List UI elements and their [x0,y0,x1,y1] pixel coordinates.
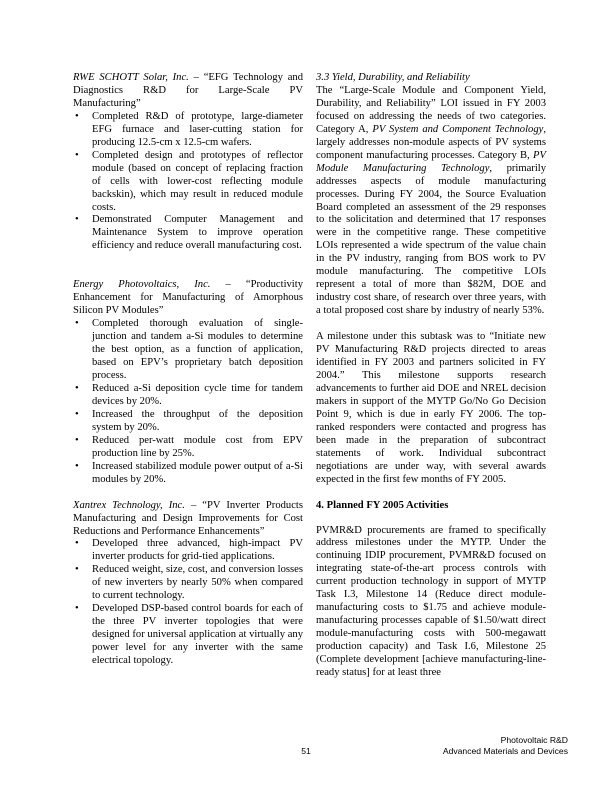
page-number: 51 [301,746,311,756]
spacer [73,253,303,266]
paragraph-loi: The “Large-Scale Module and Component Yield, Durability, and Reliability” LOI issued in FY 2003 focused on addressing the needs of two categories. Category A, PV System and Component Technology, largely addresses non-module aspects of PV systems component manufacturing processes. Category B, PV Module Manufacturing Technology, primarily addresses aspects of module manufacturing processes. During FY 2004, the Source Evaluation Board completed an assessment of the 29 responses to the solicitation and determined that 17 responses were in the competitive range. These competitive LOIs represented a wide spectrum of the value chain in the PV industry, ranging from BOS work to PV module manufacturing. The competitive LOIs represent a total of more than $82M, DOE and industry cost share, of research over three years, with a total proposed cost share by industry of nearly 53%. [316,84,547,317]
list-item: • Developed DSP-based control boards for each of the three PV inverter topologies that were designed for universal application at virtually any power level for any inverter with the same electrical topology. [75,603,303,667]
list-item: • Completed R&D of prototype, large-diameter EFG furnace and laser-cutting station for producing 12.5-cm x 12.5-cm wafers. [75,110,303,148]
bullet-icon: • [75,538,79,550]
spacer [316,487,546,500]
spacer [73,266,303,279]
spacer [316,513,546,525]
bullet-icon: • [75,434,79,446]
rwe-company: RWE SCHOTT Solar, Inc. [73,72,189,83]
epv-bullet-list [73,318,303,486]
footer-line-2: Advanced Materials and Devices [442,746,568,756]
bullet-icon: • [75,408,79,420]
paragraph-planned: PVMR&D procurements are framed to specifically address milestones under the MYTP. Under the continuing IDIP procurement, PVMR&D focused on integrating state-of-the-art process controls with current production technology in support of MYTP Task I.3, Milestone 14 (Reduce direct module-manufacturing costs to $1.75 and achieve module-manufacturing processes capable of $1.50/watt direct module-manufacturing costs with 500-megawatt production capacity) and Task I.6, Milestone 25 (Complete development [achieve manufacturing-line-ready status] for at least three [316,524,546,678]
list-item: • Reduced per-watt module cost from EPV production line by 25%. [75,434,303,459]
epv-title: – “Productivity Enhancement for Manufacturing of Amorphous Silicon PV Modules” [73,279,303,317]
left-column [73,72,303,668]
xantrex-title: – “PV Inverter Products Manufacturing and Design Improvements for Cost Reductions and Performance Enhancements” [73,499,303,537]
list-item: • Increased the throughput of the deposition system by 20%. [75,408,303,433]
bullet-icon: • [75,460,79,472]
spacer [316,318,546,331]
bullet-icon: • [75,318,79,330]
list-item: • Developed three advanced, high-impact PV inverter products for grid-tied applications. [75,538,303,563]
bullet-icon: • [75,149,79,161]
epv-heading [73,279,303,318]
bullet-icon: • [75,603,79,615]
paragraph-milestone: A milestone under this subtask was to “Initiate new PV Manufacturing R&D projects directed to areas identified in FY 2003 and partners solicited in FY 2004.” This milestone supports research advancements to further aid DOE and NREL decision makers in support of the MYTP Go/No Go Decision Point 9, which is due in early FY 2006. The top-ranked responders were contacted and progress has been made in the preparation of subcontract statements of work. Individual subcontract negotiations are under way, with several awards expected in the first few months of FY 2005. [316,331,546,485]
subsection-heading: 3.3 Yield, Durability, and Reliability [316,72,470,83]
rwe-heading [73,72,303,111]
xantrex-heading [73,500,303,539]
list-item: • Demonstrated Computer Management and Maintenance System to improve operation efficiency and reduce overall manufacturing cost. [75,214,303,252]
bullet-icon: • [75,564,79,576]
list-item: • Completed thorough evaluation of single-junction and tandem a-Si modules to determine the best option, as a function of application, based on EPV’s proprietary batch deposition process. [75,318,303,382]
footer-line-1: Photovoltaic R&D [500,735,568,745]
list-item: • Reduced weight, size, cost, and conversion losses of new inverters by nearly 50% when compared to current technology. [75,564,303,602]
bullet-icon: • [75,214,79,226]
epv-company: Energy Photovoltaics, Inc. [73,279,211,291]
bullet-icon: • [75,110,79,122]
section-heading: 4. Planned FY 2005 Activities [316,499,449,511]
list-item: • Reduced a-Si deposition cycle time for tandem devices by 20%. [75,382,303,407]
list-item: • Completed design and prototypes of reflector module (based on concept of replacing fraction of cells with lower-cost reflecting module backskin), which may result in reduced module costs. [75,149,303,213]
rwe-title: – “EFG Technology and Diagnostics R&D for Large-Scale PV Manufacturing” [73,72,303,109]
rwe-bullet-list [73,111,303,253]
right-column [316,72,546,680]
xantrex-bullet-list [73,538,303,668]
spacer [73,487,303,500]
xantrex-company: Xantrex Technology, Inc. [73,499,185,511]
list-item: • Increased stabilized module power output of a-Si modules by 20%. [75,460,303,485]
bullet-icon: • [75,382,79,394]
